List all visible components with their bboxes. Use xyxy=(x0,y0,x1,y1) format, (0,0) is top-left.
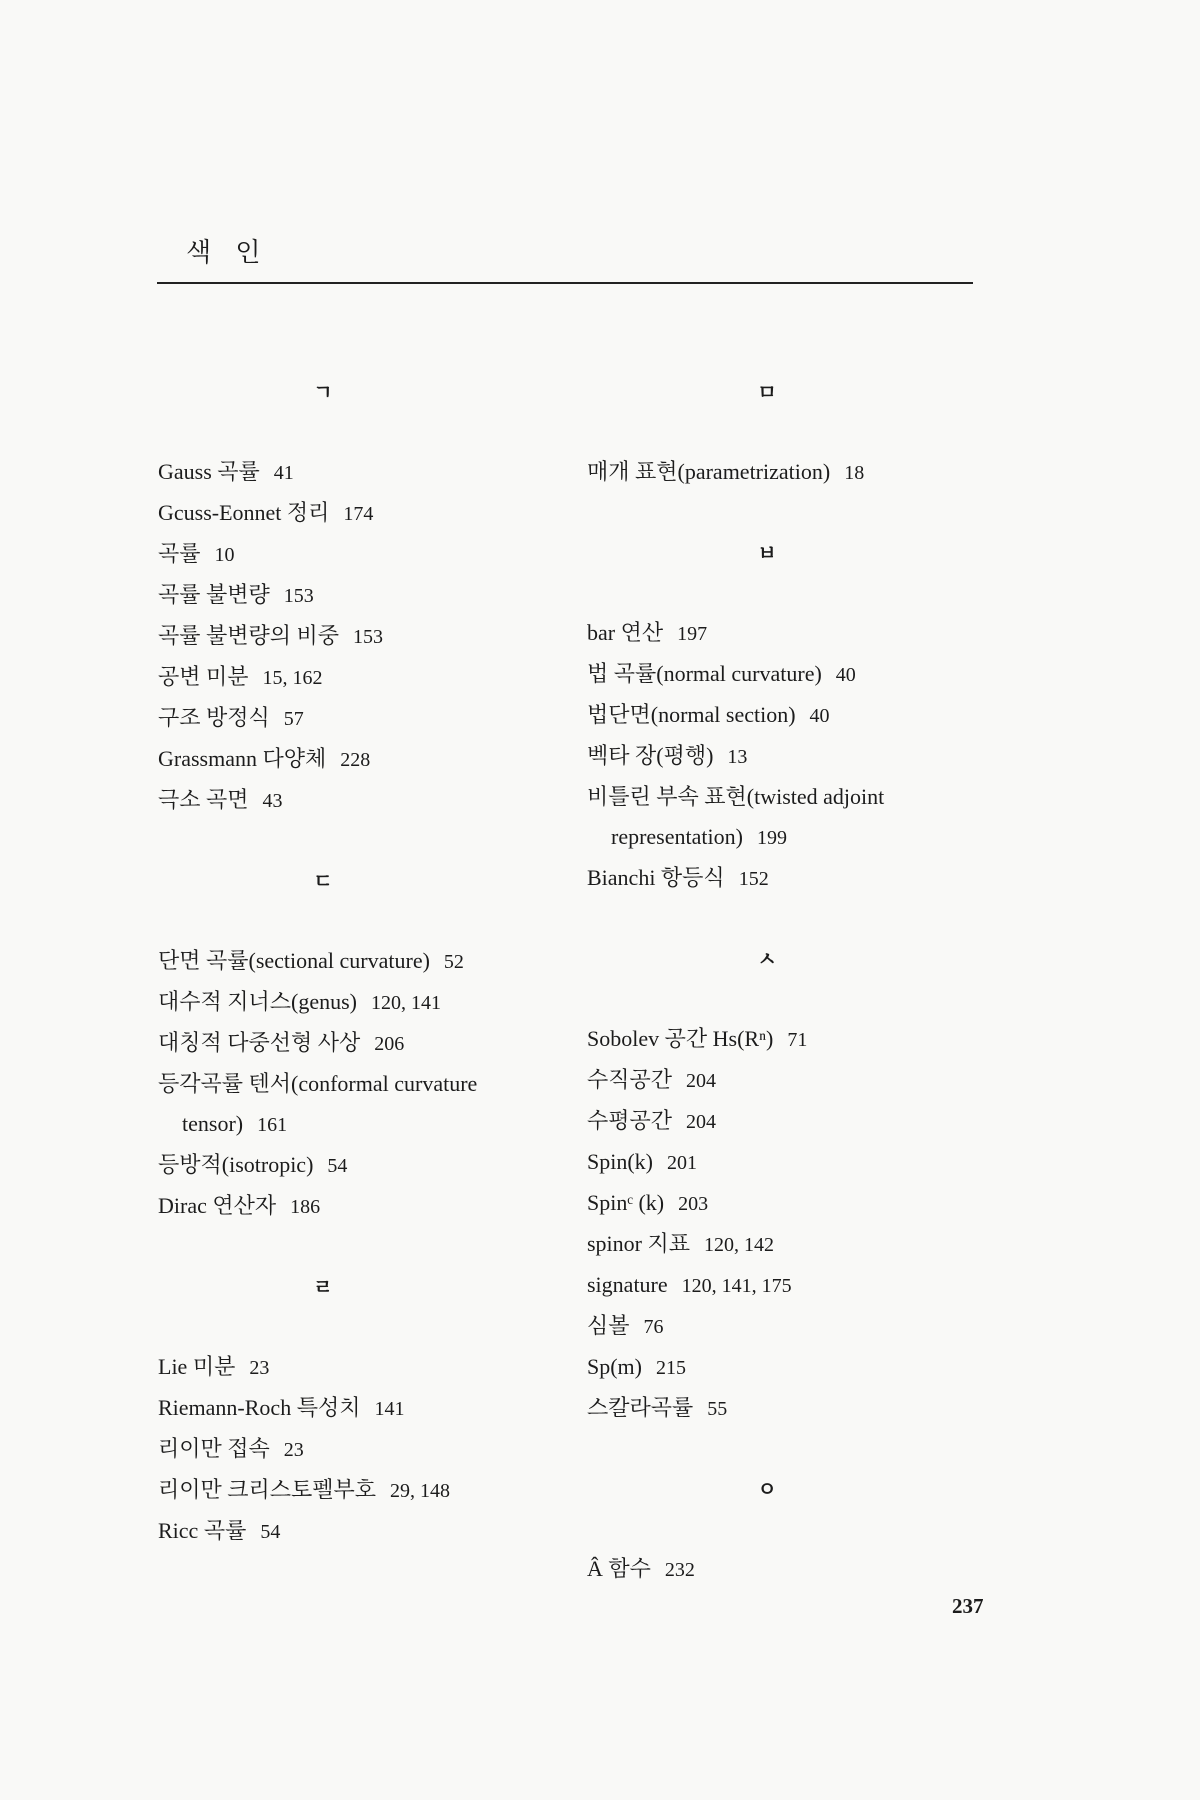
index-entry xyxy=(158,1511,568,1552)
index-page-refs: 71 xyxy=(787,1029,808,1051)
section-letter: ㅇ xyxy=(757,1477,777,1501)
index-page-refs: 186 xyxy=(290,1196,321,1218)
index-page-refs: 55 xyxy=(707,1398,728,1420)
index-entry xyxy=(158,1429,568,1470)
index-section xyxy=(587,939,1007,1429)
index-page-refs: 120, 141 xyxy=(371,992,441,1014)
index-entry xyxy=(587,1388,1007,1429)
index-page-refs: 54 xyxy=(260,1521,281,1543)
index-page-refs: 15, 162 xyxy=(262,667,323,689)
index-entry xyxy=(158,493,568,534)
index-entry xyxy=(158,698,568,739)
index-term: 벡타 장(평행) xyxy=(587,743,714,768)
index-entry xyxy=(158,1470,568,1511)
index-term: 대수적 지너스(genus) xyxy=(158,989,357,1014)
index-page-refs: 54 xyxy=(327,1155,348,1177)
index-section xyxy=(158,861,568,1227)
index-page-refs: 23 xyxy=(283,1439,304,1461)
section-letter: ㅅ xyxy=(757,947,777,971)
index-entry xyxy=(587,1183,1007,1224)
index-term: 극소 곡면 xyxy=(158,787,249,812)
page-title: 색 인 xyxy=(186,238,269,268)
index-entry xyxy=(158,1388,568,1429)
index-page-refs: 120, 141, 175 xyxy=(681,1275,792,1297)
index-term: Spinᶜ (k) xyxy=(587,1190,665,1215)
index-entry xyxy=(158,1064,568,1145)
index-entry xyxy=(158,1145,568,1186)
section-letter: ㄹ xyxy=(313,1275,333,1299)
index-page-refs: 204 xyxy=(686,1111,717,1133)
index-term: 등각곡률 텐서(conformal curvature tensor) xyxy=(158,1071,478,1136)
index-page-refs: 57 xyxy=(283,708,304,730)
index-entry xyxy=(587,695,1007,736)
index-page-refs: 153 xyxy=(283,585,314,607)
index-term: 심볼 xyxy=(587,1313,630,1338)
index-term: Spin(k) xyxy=(587,1149,653,1174)
index-entry xyxy=(158,941,568,982)
index-entry xyxy=(587,1549,1007,1590)
index-page-refs: 43 xyxy=(262,790,283,812)
index-term: spinor 지표 xyxy=(587,1231,691,1256)
index-term: 곡률 불변량의 비중 xyxy=(158,623,340,648)
index-term: Bianchi 항등식 xyxy=(587,865,725,890)
index-section xyxy=(587,1469,1007,1590)
index-page-refs: 41 xyxy=(273,462,294,484)
index-entry xyxy=(587,1265,1007,1306)
index-page-refs: 201 xyxy=(667,1152,697,1174)
index-term: Ricc 곡률 xyxy=(158,1518,247,1543)
index-column-left xyxy=(158,372,568,1592)
index-entry xyxy=(587,1347,1007,1388)
index-page-refs: 13 xyxy=(727,746,748,768)
index-page-refs: 197 xyxy=(677,623,708,645)
index-term: Dirac 연산자 xyxy=(158,1193,277,1218)
section-letter: ㅁ xyxy=(757,380,777,404)
index-page-refs: 29, 148 xyxy=(390,1480,451,1502)
index-term: 매개 표현(parametrization) xyxy=(587,459,831,484)
index-term: 곡률 xyxy=(158,541,201,566)
index-term: 공변 미분 xyxy=(158,664,249,689)
index-entry xyxy=(158,982,568,1023)
section-letter: ㄱ xyxy=(313,380,333,404)
index-page-refs: 206 xyxy=(374,1033,405,1055)
index-term: 스칼라곡률 xyxy=(587,1395,694,1420)
index-entry xyxy=(587,1019,1007,1060)
index-section xyxy=(587,533,1007,899)
index-page-refs: 204 xyxy=(686,1070,717,1092)
index-page-refs: 52 xyxy=(443,951,464,973)
index-page-refs: 40 xyxy=(835,664,856,686)
index-term: 수평공간 xyxy=(587,1108,673,1133)
index-entry xyxy=(587,1060,1007,1101)
page-number: 237 xyxy=(952,1594,984,1618)
index-page-refs: 141 xyxy=(374,1398,405,1420)
index-entry xyxy=(158,534,568,575)
index-entry xyxy=(587,1306,1007,1347)
index-entry xyxy=(587,613,1007,654)
index-entry xyxy=(158,1023,568,1064)
index-term: Gauss 곡률 xyxy=(158,459,260,484)
index-page-refs: 40 xyxy=(809,705,830,727)
index-term: signature xyxy=(587,1272,668,1297)
index-entry xyxy=(158,1347,568,1388)
index-page-refs: 18 xyxy=(844,462,865,484)
index-term: Sobolev 공간 Hs(Rⁿ) xyxy=(587,1026,774,1051)
index-page-refs: 23 xyxy=(249,1357,270,1379)
index-entry xyxy=(587,1101,1007,1142)
index-term: 법단면(normal section) xyxy=(587,702,796,727)
index-page-refs: 76 xyxy=(643,1316,664,1338)
index-page-refs: 153 xyxy=(353,626,384,648)
index-entry xyxy=(587,452,1007,493)
index-page-refs: 10 xyxy=(214,544,235,566)
index-section xyxy=(158,372,568,821)
index-term: 곡률 불변량 xyxy=(158,582,270,607)
section-letter: ㅂ xyxy=(757,541,777,565)
index-term: Lie 미분 xyxy=(158,1354,236,1379)
index-page-refs: 120, 142 xyxy=(704,1234,775,1256)
index-term: Â 함수 xyxy=(587,1556,651,1581)
index-entry xyxy=(158,657,568,698)
index-entry xyxy=(587,1142,1007,1183)
index-term: Gcuss-Eonnet 정리 xyxy=(158,500,330,525)
index-column-right xyxy=(587,372,1007,1630)
index-page-refs: 174 xyxy=(343,503,374,525)
title-rule xyxy=(157,282,973,284)
index-page-refs: 199 xyxy=(756,827,787,849)
index-entry xyxy=(587,858,1007,899)
index-term: 단면 곡률(sectional curvature) xyxy=(158,948,430,973)
index-term: Grassmann 다양체 xyxy=(158,746,327,771)
index-term: 리이만 접속 xyxy=(158,1436,270,1461)
index-term: Riemann-Roch 특성치 xyxy=(158,1395,361,1420)
index-entry xyxy=(158,575,568,616)
index-section xyxy=(158,1267,568,1552)
index-page-refs: 161 xyxy=(257,1114,288,1136)
index-term: 비틀린 부속 표현(twisted adjoint representation) xyxy=(587,784,885,849)
index-page-refs: 215 xyxy=(656,1357,686,1379)
index-entry xyxy=(158,780,568,821)
section-letter: ㄷ xyxy=(313,869,333,893)
index-section xyxy=(587,372,1007,493)
index-page-refs: 152 xyxy=(738,868,769,890)
index-term: 리이만 크리스토펠부호 xyxy=(158,1477,377,1502)
index-entry xyxy=(587,736,1007,777)
index-page-refs: 203 xyxy=(678,1193,709,1215)
index-term: bar 연산 xyxy=(587,620,664,645)
index-term: Sp(m) xyxy=(587,1354,642,1379)
index-entry xyxy=(587,777,1007,858)
index-term: 구조 방정식 xyxy=(158,705,270,730)
index-term: 등방적(isotropic) xyxy=(158,1152,314,1177)
index-term: 법 곡률(normal curvature) xyxy=(587,661,822,686)
index-page-refs: 228 xyxy=(340,749,371,771)
index-entry xyxy=(158,739,568,780)
index-page-refs: 232 xyxy=(664,1559,695,1581)
index-term: 수직공간 xyxy=(587,1067,673,1092)
index-term: 대칭적 다중선형 사상 xyxy=(158,1030,361,1055)
index-entry xyxy=(158,1186,568,1227)
index-entry xyxy=(158,616,568,657)
index-entry xyxy=(587,1224,1007,1265)
index-entry xyxy=(587,654,1007,695)
index-entry xyxy=(158,452,568,493)
